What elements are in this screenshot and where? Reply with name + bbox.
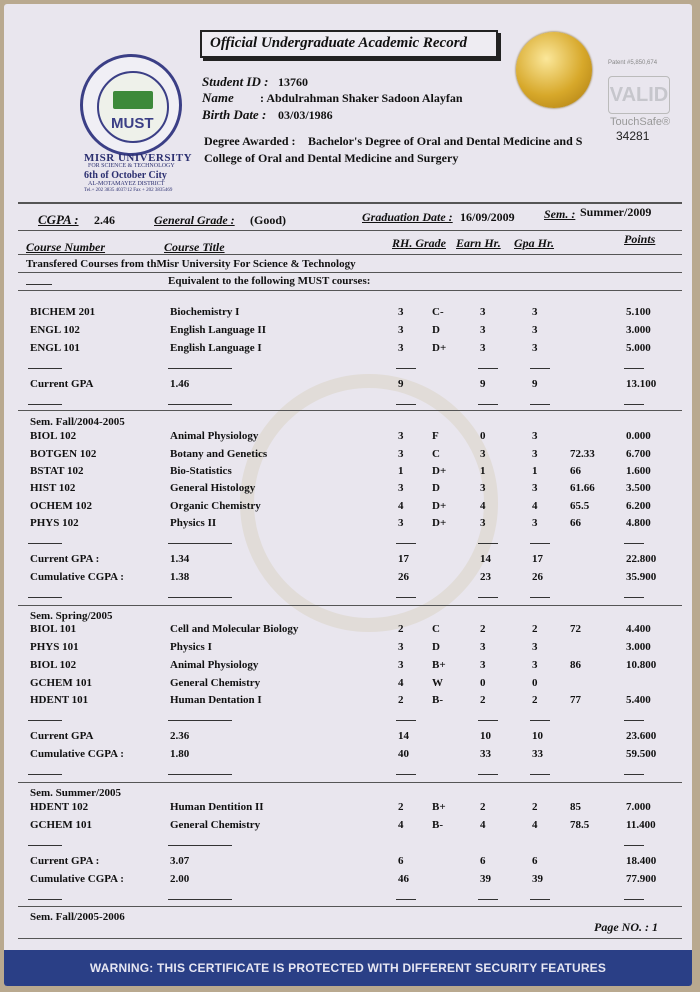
- grade-value: C-: [432, 306, 444, 318]
- course-title-dash: [168, 899, 232, 900]
- course-title-dash: [168, 774, 232, 775]
- earn-hr-value: 0: [480, 430, 486, 442]
- course-number: PHYS 102: [30, 517, 79, 529]
- points-value: 7.000: [626, 801, 651, 813]
- course-number: GCHEM 101: [30, 819, 93, 831]
- points-value: 5.100: [626, 306, 651, 318]
- course-title-dash: [168, 597, 232, 598]
- rh-value: 6: [398, 855, 404, 867]
- gpa-hr-value: 3: [532, 482, 538, 494]
- gold-hologram-seal: [516, 32, 592, 108]
- points-value-dash: [624, 774, 644, 775]
- rh-value-dash: [396, 597, 416, 598]
- rh-value: 2: [398, 694, 404, 706]
- rh-value: 3: [398, 430, 404, 442]
- rh-value: 2: [398, 801, 404, 813]
- points-value-dash: [624, 720, 644, 721]
- earn-hr-value: 2: [480, 623, 486, 635]
- points-value: 4.400: [626, 623, 651, 635]
- course-title: 2.36: [170, 730, 190, 742]
- points-value-dash: [624, 845, 644, 846]
- gpa-hr-value: 3: [532, 448, 538, 460]
- score-value: 66: [570, 517, 581, 529]
- grade-value: W: [432, 677, 443, 689]
- college-name: College of Oral and Dental Medicine and Surgery: [204, 151, 459, 165]
- divider-section: [18, 410, 682, 411]
- col-gpa-hr: Gpa Hr.: [514, 236, 555, 250]
- course-title: Biochemistry I: [170, 306, 240, 318]
- gpa-hr-value: 2: [532, 623, 538, 635]
- score-value: 85: [570, 801, 581, 813]
- points-value: 18.400: [626, 855, 657, 867]
- logo-must-text: MUST: [111, 115, 154, 132]
- rh-value: 40: [398, 748, 409, 760]
- rh-value: 3: [398, 641, 404, 653]
- earn-hr-value: 9: [480, 378, 486, 390]
- course-title: General Histology: [170, 482, 256, 494]
- gpa-hr-value: 4: [532, 819, 538, 831]
- earn-hr-value-dash: [478, 720, 498, 721]
- score-value: 86: [570, 659, 581, 671]
- gpa-hr-value: 4: [532, 500, 538, 512]
- rh-value: 4: [398, 500, 404, 512]
- earn-hr-value: 3: [480, 659, 486, 671]
- earn-hr-value: 3: [480, 306, 486, 318]
- divider-section: [18, 605, 682, 606]
- gpa-hr-value: 10: [532, 730, 543, 742]
- col-course-number: Course Number: [26, 240, 106, 254]
- grade-value: D+: [432, 465, 447, 477]
- gpa-hr-value: 6: [532, 855, 538, 867]
- course-number: BIOL 101: [30, 623, 77, 635]
- course-number: BICHEM 201: [30, 306, 96, 318]
- course-title: Botany and Genetics: [170, 448, 268, 460]
- score-value: 65.5: [570, 500, 590, 512]
- divider-bottom: [18, 938, 682, 939]
- points-value: 77.900: [626, 873, 657, 885]
- rh-value: 26: [398, 571, 409, 583]
- course-title: English Language I: [170, 342, 262, 354]
- divider-section: [18, 906, 682, 907]
- course-title-dash: [168, 845, 232, 846]
- earn-hr-value-dash: [478, 597, 498, 598]
- points-value: 4.800: [626, 517, 651, 529]
- course-title: 3.07: [170, 855, 190, 867]
- course-title: Animal Physiology: [170, 430, 259, 442]
- equivalent-note: Equivalent to the following MUST courses:: [168, 275, 371, 287]
- degree-label: Degree Awarded :: [204, 134, 296, 148]
- cgpa-value: 2.46: [94, 213, 115, 227]
- security-warning-banner: WARNING: THIS CERTIFICATE IS PROTECTED WITH DIFFERENT SECURITY FEATURES: [4, 950, 692, 986]
- gpa-hr-value: 3: [532, 306, 538, 318]
- university-contact: Tel.+ 202 3835 4037/12 Fax + 202 3835469: [84, 188, 173, 193]
- rh-value: 3: [398, 659, 404, 671]
- gpa-hr-value: 2: [532, 801, 538, 813]
- rh-value-dash: [396, 404, 416, 405]
- rh-value-dash: [396, 543, 416, 544]
- earn-hr-value: 2: [480, 694, 486, 706]
- points-value: 3.000: [626, 324, 651, 336]
- general-grade-label: General Grade :: [154, 213, 235, 227]
- rh-value-dash: [396, 899, 416, 900]
- course-number: OCHEM 102: [30, 500, 93, 512]
- earn-hr-value: 4: [480, 500, 486, 512]
- gpa-hr-value: 26: [532, 571, 543, 583]
- university-city: 6th of October City: [84, 170, 167, 181]
- semester-value: Summer/2009: [580, 205, 652, 219]
- points-value-dash: [624, 543, 644, 544]
- rh-value: 14: [398, 730, 409, 742]
- rh-value: 46: [398, 873, 409, 885]
- course-title-dash: [168, 404, 232, 405]
- rh-value: 3: [398, 448, 404, 460]
- course-title: General Chemistry: [170, 819, 261, 831]
- grade-value: D+: [432, 500, 447, 512]
- points-value-dash: [624, 404, 644, 405]
- course-title: Organic Chemistry: [170, 500, 261, 512]
- course-number: BSTAT 102: [30, 465, 84, 477]
- earn-hr-value-dash: [478, 404, 498, 405]
- course-number: Sem. Spring/2005: [30, 610, 113, 622]
- points-value-dash: [624, 597, 644, 598]
- course-number: Sem. Summer/2005: [30, 787, 122, 799]
- points-value: 5.400: [626, 694, 651, 706]
- rh-value: 17: [398, 553, 409, 565]
- university-name: MISR UNIVERSITY: [84, 152, 193, 164]
- course-number-dash: [28, 774, 62, 775]
- score-value: 78.5: [570, 819, 590, 831]
- course-title: 2.00: [170, 873, 190, 885]
- earn-hr-value: 14: [480, 553, 491, 565]
- gpa-hr-value: 33: [532, 748, 543, 760]
- rh-value: 9: [398, 378, 404, 390]
- building-icon: [113, 91, 153, 109]
- rh-value: 3: [398, 517, 404, 529]
- university-district: AL-MOTAMAYEZ DISTRICT: [88, 181, 165, 187]
- course-title-dash: [168, 368, 232, 369]
- security-code: 34281: [616, 129, 650, 143]
- gpa-hr-value: 3: [532, 430, 538, 442]
- course-number: PHYS 101: [30, 641, 79, 653]
- page-number: Page NO. : 1: [594, 920, 658, 934]
- title-box: [200, 30, 498, 58]
- course-number: ENGL 102: [30, 324, 80, 336]
- rh-value-dash: [396, 774, 416, 775]
- col-rh-grade: RH. Grade: [392, 236, 446, 250]
- watermark-seal: [240, 374, 498, 632]
- points-value: 10.800: [626, 659, 657, 671]
- score-value: 61.66: [570, 482, 595, 494]
- earn-hr-value: 0: [480, 677, 486, 689]
- score-value: 72: [570, 623, 581, 635]
- grade-value: C: [432, 623, 440, 635]
- points-value-dash: [624, 899, 644, 900]
- course-number: BIOL 102: [30, 659, 77, 671]
- score-value: 77: [570, 694, 581, 706]
- dash-mark: [26, 284, 52, 285]
- gpa-hr-value: 9: [532, 378, 538, 390]
- points-value-dash: [624, 368, 644, 369]
- course-number: Sem. Fall/2004-2005: [30, 416, 125, 428]
- rh-value-dash: [396, 720, 416, 721]
- transcript-page: [4, 4, 692, 986]
- grade-value: C: [432, 448, 440, 460]
- course-title: Human Dentation I: [170, 694, 262, 706]
- divider-section: [18, 782, 682, 783]
- course-number-dash: [28, 368, 62, 369]
- course-title: 1.46: [170, 378, 190, 390]
- course-number: Sem. Fall/2005-2006: [30, 911, 125, 923]
- grade-value: D: [432, 482, 440, 494]
- grade-value: B+: [432, 801, 446, 813]
- earn-hr-value: 33: [480, 748, 491, 760]
- course-title: English Language II: [170, 324, 266, 336]
- semester-label: Sem. :: [544, 207, 576, 221]
- course-number-dash: [28, 543, 62, 544]
- points-value: 3.000: [626, 641, 651, 653]
- earn-hr-value: 3: [480, 641, 486, 653]
- points-value: 0.000: [626, 430, 651, 442]
- course-number-dash: [28, 404, 62, 405]
- course-number: Current GPA :: [30, 553, 100, 565]
- rh-value: 3: [398, 306, 404, 318]
- earn-hr-value: 10: [480, 730, 491, 742]
- birth-date-label: Birth Date :: [202, 107, 267, 122]
- earn-hr-value-dash: [478, 899, 498, 900]
- col-earn-hr: Earn Hr.: [456, 236, 501, 250]
- rh-value: 3: [398, 342, 404, 354]
- course-number: HIST 102: [30, 482, 76, 494]
- course-title: 1.38: [170, 571, 190, 583]
- points-value: 5.000: [626, 342, 651, 354]
- gpa-hr-value: 3: [532, 342, 538, 354]
- earn-hr-value-dash: [478, 774, 498, 775]
- course-title: Bio-Statistics: [170, 465, 232, 477]
- points-value: 59.500: [626, 748, 657, 760]
- gpa-hr-value: 3: [532, 517, 538, 529]
- course-number: BOTGEN 102: [30, 448, 97, 460]
- valid-stamp: VALID: [608, 76, 670, 114]
- course-title: Physics I: [170, 641, 212, 653]
- gpa-hr-value-dash: [530, 543, 550, 544]
- course-number-dash: [28, 597, 62, 598]
- rh-value: 4: [398, 677, 404, 689]
- divider-header: [18, 254, 682, 255]
- grade-value: D: [432, 324, 440, 336]
- gpa-hr-value: 1: [532, 465, 538, 477]
- course-title: 1.34: [170, 553, 190, 565]
- rh-value-dash: [396, 368, 416, 369]
- earn-hr-value: 4: [480, 819, 486, 831]
- student-name: : Abdulrahman Shaker Sadoon Alayfan: [260, 91, 463, 105]
- grade-value: B-: [432, 819, 443, 831]
- touchsafe-label: TouchSafe®: [610, 116, 671, 128]
- points-value: 35.900: [626, 571, 657, 583]
- gpa-hr-value: 0: [532, 677, 538, 689]
- points-value: 11.400: [626, 819, 656, 831]
- course-number: Current GPA :: [30, 855, 100, 867]
- grade-value: D: [432, 641, 440, 653]
- logo-emblem: [97, 71, 169, 143]
- course-number-dash: [28, 899, 62, 900]
- course-number: Cumulative CGPA :: [30, 571, 124, 583]
- points-value: 3.500: [626, 482, 651, 494]
- course-title: General Chemistry: [170, 677, 261, 689]
- rh-value: 3: [398, 482, 404, 494]
- earn-hr-value-dash: [478, 368, 498, 369]
- earn-hr-value: 3: [480, 324, 486, 336]
- gpa-hr-value: 3: [532, 659, 538, 671]
- course-number: Cumulative CGPA :: [30, 873, 124, 885]
- earn-hr-value: 1: [480, 465, 486, 477]
- grade-value: F: [432, 430, 439, 442]
- course-number: Current GPA: [30, 378, 94, 390]
- points-value: 6.200: [626, 500, 651, 512]
- course-title: Cell and Molecular Biology: [170, 623, 299, 635]
- birth-date-value: 03/03/1986: [278, 108, 333, 122]
- rh-value: 2: [398, 623, 404, 635]
- degree-value: Bachelor's Degree of Oral and Dental Medicine and S: [308, 134, 583, 148]
- student-id-label: Student ID :: [202, 74, 269, 89]
- col-points: Points: [624, 232, 656, 246]
- earn-hr-value-dash: [478, 543, 498, 544]
- cgpa-label: CGPA :: [38, 212, 79, 227]
- grade-value: D+: [432, 342, 447, 354]
- rh-value: 3: [398, 324, 404, 336]
- gpa-hr-value-dash: [530, 899, 550, 900]
- divider-transfer: [18, 272, 682, 273]
- course-title: 1.80: [170, 748, 190, 760]
- earn-hr-value: 23: [480, 571, 491, 583]
- gpa-hr-value: 3: [532, 324, 538, 336]
- course-number: Current GPA: [30, 730, 94, 742]
- earn-hr-value: 3: [480, 517, 486, 529]
- gpa-hr-value-dash: [530, 368, 550, 369]
- university-subtitle: FOR SCIENCE & TECHNOLOGY: [88, 163, 175, 169]
- course-number-dash: [28, 720, 62, 721]
- score-value: 66: [570, 465, 581, 477]
- earn-hr-value: 3: [480, 342, 486, 354]
- university-logo: [80, 54, 182, 156]
- earn-hr-value: 3: [480, 448, 486, 460]
- graduation-date-value: 16/09/2009: [460, 210, 515, 224]
- points-value: 22.800: [626, 553, 657, 565]
- rh-value: 4: [398, 819, 404, 831]
- course-title: Animal Physiology: [170, 659, 259, 671]
- earn-hr-value: 6: [480, 855, 486, 867]
- grade-value: B+: [432, 659, 446, 671]
- earn-hr-value: 3: [480, 482, 486, 494]
- graduation-date-label: Graduation Date :: [362, 210, 453, 224]
- grade-value: B-: [432, 694, 443, 706]
- gpa-hr-value: 2: [532, 694, 538, 706]
- course-number: BIOL 102: [30, 430, 77, 442]
- course-number: ENGL 101: [30, 342, 80, 354]
- col-course-title: Course Title: [164, 240, 225, 254]
- gpa-hr-value: 3: [532, 641, 538, 653]
- course-number: HDENT 102: [30, 801, 89, 813]
- course-title-dash: [168, 543, 232, 544]
- score-value: 72.33: [570, 448, 595, 460]
- gpa-hr-value-dash: [530, 720, 550, 721]
- gpa-hr-value-dash: [530, 774, 550, 775]
- name-label: Name: [202, 90, 234, 105]
- divider-summary: [18, 230, 682, 231]
- course-number: HDENT 101: [30, 694, 89, 706]
- points-value: 6.700: [626, 448, 651, 460]
- student-id-value: 13760: [278, 75, 308, 89]
- divider-equivalent: [18, 290, 682, 291]
- divider-top: [18, 202, 682, 204]
- course-number: GCHEM 101: [30, 677, 93, 689]
- general-grade-value: (Good): [250, 213, 286, 227]
- course-number-dash: [28, 845, 62, 846]
- rh-value: 1: [398, 465, 404, 477]
- course-title-dash: [168, 720, 232, 721]
- gpa-hr-value: 39: [532, 873, 543, 885]
- course-title: Human Dentition II: [170, 801, 264, 813]
- patent-number: Patent #5,850,674: [608, 60, 658, 66]
- gpa-hr-value: 17: [532, 553, 543, 565]
- earn-hr-value: 2: [480, 801, 486, 813]
- document-title: Official Undergraduate Academic Record: [210, 35, 468, 51]
- points-value: 23.600: [626, 730, 657, 742]
- grade-value: D+: [432, 517, 447, 529]
- course-number: Cumulative CGPA :: [30, 748, 124, 760]
- gpa-hr-value-dash: [530, 404, 550, 405]
- points-value: 1.600: [626, 465, 651, 477]
- earn-hr-value: 39: [480, 873, 491, 885]
- course-title: Physics II: [170, 517, 217, 529]
- transfer-note: Transfered Courses from thMisr University For Science & Technology: [26, 258, 356, 270]
- points-value: 13.100: [626, 378, 657, 390]
- gpa-hr-value-dash: [530, 597, 550, 598]
